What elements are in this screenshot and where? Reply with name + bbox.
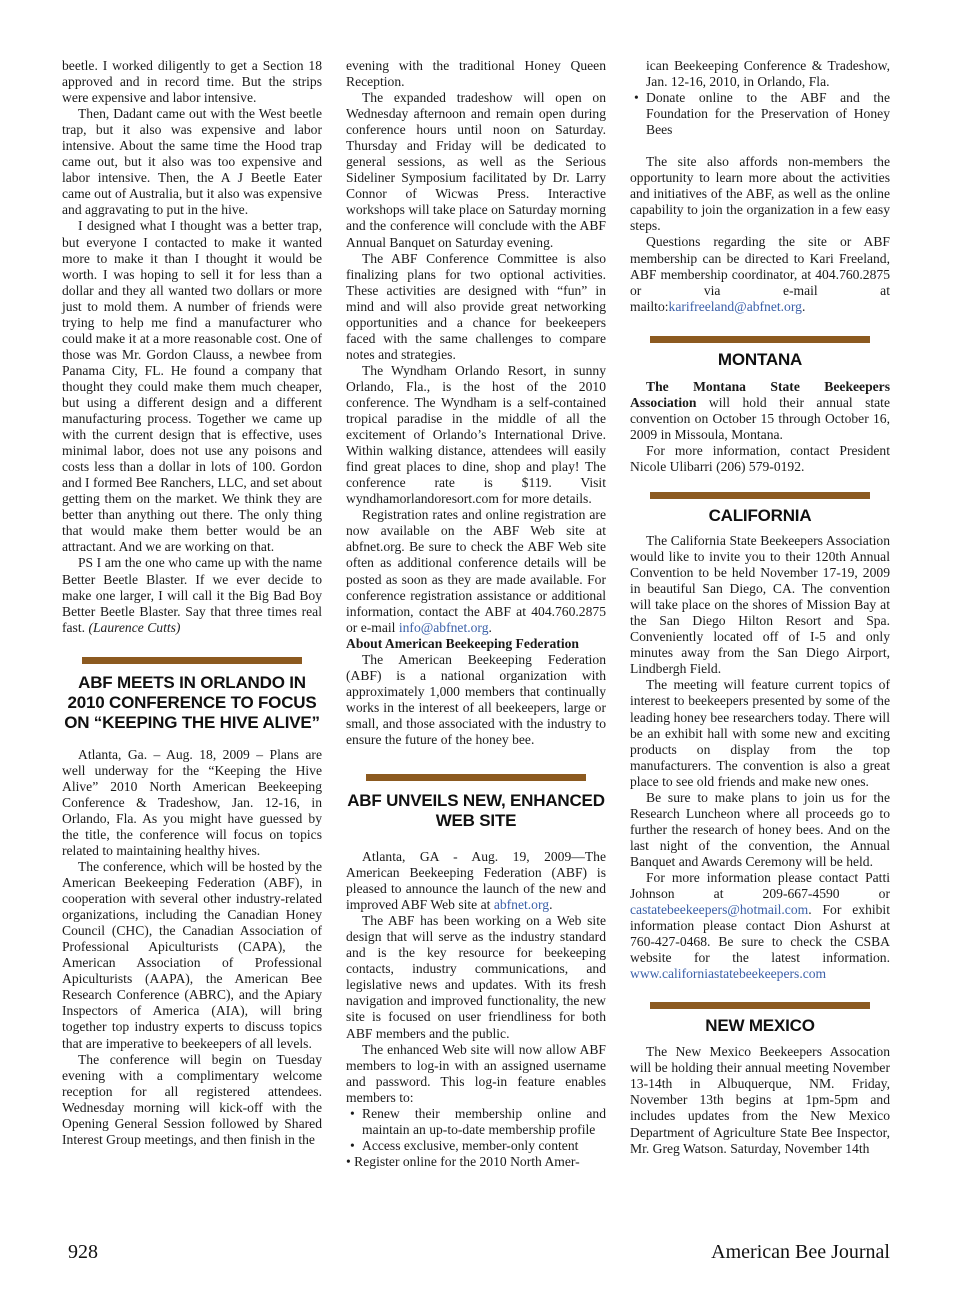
paragraph: The meeting will feature current topics of interest to beekeepers presented by some of the leading honey bee researchers today. There will be an exhibit hall with some new and exciting products on display from the top manufacturers. The convention is also a great place to see old friends and make new ones.	[630, 677, 890, 789]
bullet-continuation: ican Beekeeping Conference & Tradeshow, Jan. 12-16, 2010, in Orlando, Fla.	[646, 58, 890, 90]
paragraph: The site also affords non-members the opportunity to learn more about the activities and initiatives of the ABF, as well as the online capability to join the organization in a few easy steps.	[630, 154, 890, 234]
section-heading-new-mexico: NEW MEXICO	[705, 1016, 815, 1036]
column-2	[346, 58, 606, 1170]
paragraph: Then, Dadant came out with the West beetle trap, but it also was expensive and labor intensive. About the same time the Hood trap came out, but it also was too expensive and labor intensive. Then, the A J Beetle Eater came out of Australia, but it also was expensive and aggravating to put in the hive.	[62, 106, 322, 218]
paragraph: The conference will begin on Tuesday evening with a complimentary welcome reception for all registered attendees. Wednesday morning will kick-off with the Opening General Session followed by Shared Interest Group meetings, and then finish in the	[62, 1051, 322, 1147]
bullet-icon: •	[350, 1137, 355, 1153]
bullet-icon: •	[350, 1105, 355, 1121]
bullet-item: • Donate online to the ABF and the Foundation for the Preservation of Honey Bees	[634, 90, 890, 138]
paragraph: Atlanta, Ga. – Aug. 18, 2009 – Plans are well underway for the “Keeping the Hive Alive” 2010 North American Beekeeping Conference & Tradeshow, Jan. 12-16, in Orlando, Fla. As you might have guessed by the title, the conference will focus on topics related to maintaining healthy hives.	[62, 746, 322, 858]
registration-text: Registration rates and online registration are now available on the ABF Web site at abfnet.org. Be sure to check the ABF Web site often as additional conference details will be posted as soon as they are made available. For conference registration assistance or additional information, contact the ABF at 404.760.2875 or e-mail	[346, 507, 606, 635]
section-rule	[82, 657, 302, 664]
article-heading: ABF UNVEILS NEW, ENHANCED WEB SITE	[347, 791, 605, 831]
author-credit: (Laurence Cutts)	[88, 619, 181, 635]
paragraph: The California State Beekeepers Association would like to invite you to their 120th Annual Convention to be held November 17-19, 2009 in beautiful San Diego, CA. The convention will take place on the shores of Mission Bay at the San Diego Hilton Resort and Spa. Conveniently located off of I-5 and only minutes away from the San Diego Airport, Lindbergh Field.	[630, 532, 890, 677]
column-3	[630, 58, 890, 1157]
paragraph: The New Mexico Beekeepers Assocation will be holding their annual meeting November 13-14th in Albuquerque, NM. Friday, November 13th begins at 1pm-5pm and includes updates from the New Mexico Department of Agriculture State Bee Inspector, Mr. Greg Watson. Saturday, November 14th	[630, 1044, 890, 1156]
website-link[interactable]: abfnet.org	[493, 897, 550, 913]
journal-title: American Bee Journal	[711, 1241, 890, 1263]
paragraph: The expanded tradeshow will open on Wednesday afternoon and remain open during conference hours until noon on Saturday. Thursday and Friday will be dedicated to general sessions, as well as the Serious Sideliner Symposium facilitated by Dr. Larry Connor of Wicwas Press. Interactive workshops will take place on Saturday morning and the conference will conclude with the ABF Annual Banquet on Saturday evening.	[346, 90, 606, 250]
paragraph: evening with the traditional Honey Queen Reception.	[346, 58, 606, 90]
paragraph: I designed what I thought was a better trap, but everyone I contacted to make it wanted more to make it than I thought it would be worth. I was hoping to sell it for less than a dollar and they all wanted two dollars or more just to mold them. A number of friends were trying to help me find a manufacturer who could make it at a more reasonable cost. One of those was Mr. Gordon Clauss, a newbee from Panama City, FL. He found a company that thought they could make them much cheaper, but using a different design and a different manufacturing process. Together we came up with the current design that is effective, uses minimal labor, does not use any poisons and costs less than a dollar in lots of 100. Gordon and I formed Bee Ranchers, LLC, and set about getting them on the market. We think they are better than anything out there. The only thing that would make them better would be an attractant. And we are working on that.	[62, 218, 322, 555]
questions-text: Questions regarding the site or ABF membership can be directed to Kari Freeland, ABF membership coordinator, at 404.760.2875 or via e-mail at mailto:	[630, 234, 890, 314]
paragraph: The Montana State Beekeepers Association will hold their annual state convention on October 15 through October 16, 2009 in Missoula, Montana.	[630, 378, 890, 442]
paragraph: The American Beekeeping Federation (ABF) is a national organization with approximately 1,000 members that continually works in the interest of all beekeepers, large or small, and those associated with the industry to ensure the future of the honey bee.	[346, 651, 606, 747]
section-heading-montana: MONTANA	[717, 349, 803, 369]
paragraph: Be sure to make plans to join us for the Research Luncheon where all proceeds go to further the research of honey bees. And on the last night of the convention, the Annual Banquet and Awards Ceremony will be held.	[630, 789, 890, 869]
paragraph: The enhanced Web site will now allow ABF members to log-in with an assigned username and password. This log-in feature enables members to:	[346, 1041, 606, 1105]
paragraph: For more information, contact President Nicole Ulibarri (206) 579-0192.	[630, 442, 890, 474]
bullet-item: • Access exclusive, member-only content	[350, 1137, 579, 1153]
association-name: The Montana State Beekeepers Association	[630, 378, 890, 410]
ps-text: PS I am the one who came up with the name Better Beetle Blaster. If we ever decide to make one larger, I will call it the Big Bad Boy Better Beetle Blaster. Say that three times real fast.	[62, 555, 322, 635]
paragraph	[62, 555, 322, 635]
section-rule	[650, 1002, 870, 1009]
paragraph: The ABF Conference Committee is also finalizing plans for two optional activities. These activities are designed with “fun” in mind and will also provide great networking opportunities and a chance for beekeepers faced with the same challenges to compare notes and strategies.	[346, 250, 606, 362]
paragraph: Atlanta, GA - Aug. 19, 2009—The American Beekeeping Federation (ABF) is pleased to announce the launch of the new and improved ABF Web site at abfnet.org.	[346, 849, 606, 913]
paragraph: The Wyndham Orlando Resort, in sunny Orlando, Fla., is the host of the 2010 conference. The Wyndham is a self-contained tropical paradise in the middle of all the excitement of Orlando’s International Drive. Within walking distance, attendees will easily find great places to dine, shop and play! The conference rate is $119. Visit wyndhamorlandoresort.com for more details.	[346, 362, 606, 507]
paragraph: Questions regarding the site or ABF membership can be directed to Kari Freeland, ABF membership coordinator, at 404.760.2875 or via e-mail at mailto:karifreeland@abfnet.org.	[630, 234, 890, 314]
website-link[interactable]: www.californiastatebeekeepers.com	[630, 966, 827, 982]
paragraph: The ABF has been working on a Web site design that will serve as the industry standard and is the key resource for beekeeping contacts, industry communications, and legislative news and updates. With its fresh navigation and improved functionality, the new site is focused on user friendliness for both ABF members and the public.	[346, 913, 606, 1041]
subheading: About American Beekeeping Federation	[346, 635, 579, 651]
section-rule	[650, 492, 870, 499]
email-link[interactable]: info@abfnet.org	[398, 619, 489, 635]
bullet-item: • Renew their membership online and maintain an up-to-date membership profile	[350, 1105, 606, 1137]
paragraph: The conference, which will be hosted by the American Beekeeping Federation (ABF), in cooperation with several other industry-related organizations, including the Canadian Honey Council (CHC), the Canadian Association of Professional Apiculturists (CAPA), the American Association of Professional Apiculturists (AAPA), the American Bee Research Conference (ABRC), and the Apiary Inspectors of America (AIA), will bring together top industry experts to discuss topics that are imperative to beekeepers of all levels.	[62, 859, 322, 1051]
paragraph: Registration rates and online registration are now available on the ABF Web site at abfnet.org. Be sure to check the ABF Web site often as additional conference details will be posted as soon as they are made available. For conference registration assistance or additional information, contact the ABF at 404.760.2875 or e-mail info@abfnet.org.	[346, 507, 606, 635]
section-heading-california: CALIFORNIA	[708, 505, 812, 525]
article-heading: ABF MEETS IN ORLANDO IN 2010 CONFERENCE TO FOCUS ON “KEEPING THE HIVE ALIVE”	[64, 672, 320, 732]
section-rule	[366, 774, 586, 781]
email-link[interactable]: castatebeekeepers@hotmail.com	[630, 902, 809, 918]
section-rule	[650, 336, 870, 343]
web-intro-text: Atlanta, GA - Aug. 19, 2009—The American Beekeeping Federation (ABF) is pleased to announce the launch of the new and improved ABF Web site at	[346, 849, 606, 913]
bullet-icon: •	[634, 90, 639, 106]
paragraph: For more information please contact Patti Johnson at 209-667-4590 or castatebeekeepers@hotmail.com. For exhibit information please contact Dion Ashurst at 760-427-0468. Be sure to check the CSBA website for the latest information. www.californiastatebeekeepers.com	[630, 869, 890, 982]
page-number: 928	[68, 1241, 98, 1263]
bullet-item: • Register online for the 2010 North Amer-	[346, 1153, 580, 1169]
email-link[interactable]: karifreeland@abfnet.org	[668, 298, 802, 314]
column-1	[62, 58, 322, 1148]
paragraph: beetle. I worked diligently to get a Section 18 approved and in record time. But the strips were expensive and labor intensive.	[62, 58, 322, 106]
